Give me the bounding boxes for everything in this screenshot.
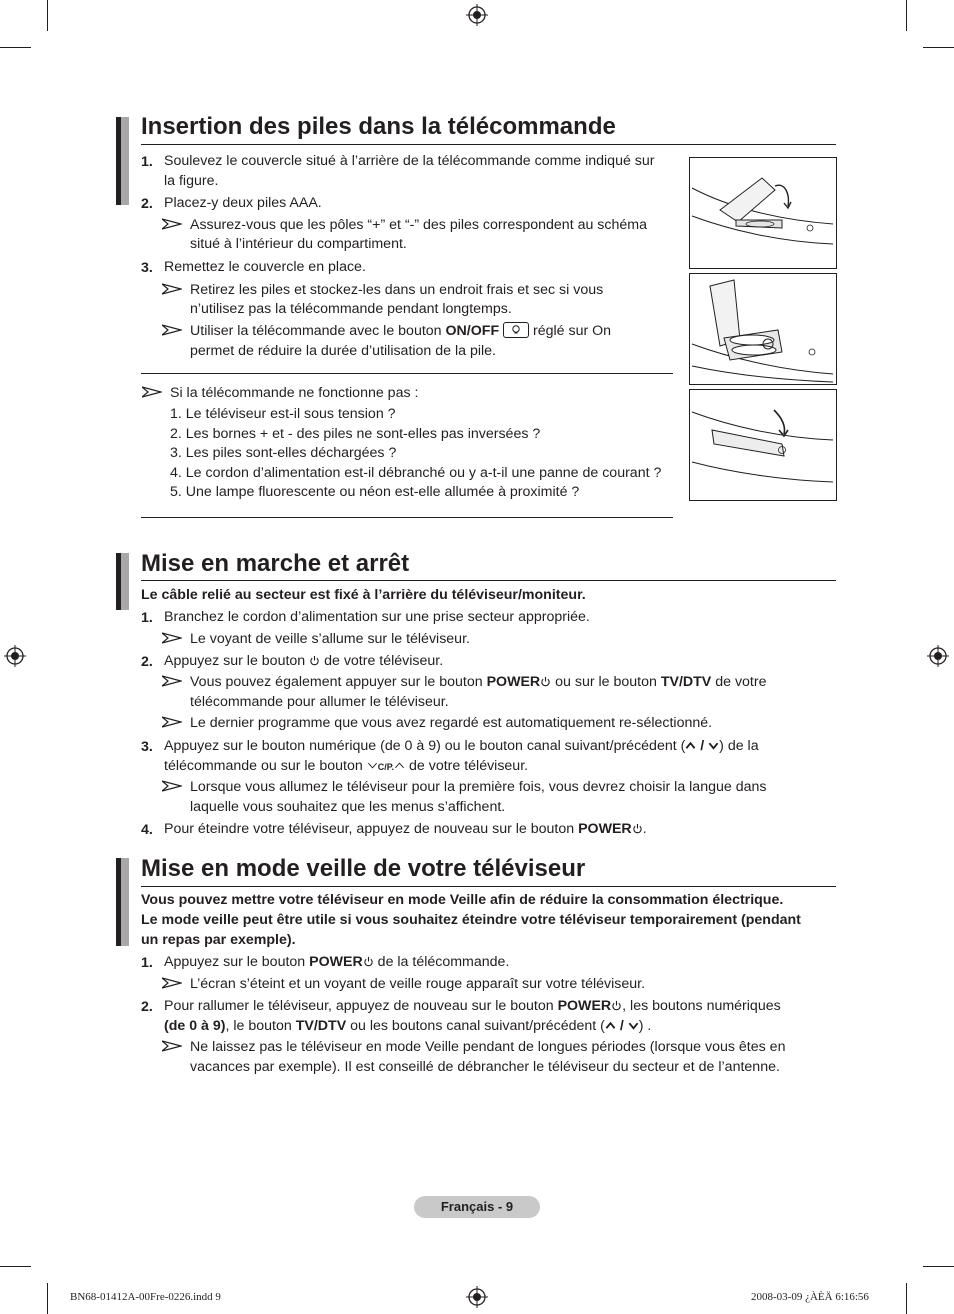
section-rule xyxy=(141,144,836,145)
note-text: Retirez les piles et stockez-les dans un endroit frais et sec si vous xyxy=(190,282,604,298)
step-text-part: , le bouton xyxy=(225,1018,296,1034)
trouble-item: 4. Le cordon d’alimentation est-il débranché ou y a-t-il une panne de courant ? xyxy=(170,465,662,481)
note-text: L’écran s’éteint et un voyant de veille rouge apparaît sur votre téléviseur. xyxy=(190,976,646,992)
trouble-item: 3. Les piles sont-elles déchargées ? xyxy=(170,445,397,461)
note-arrow-icon xyxy=(162,324,182,336)
step-number: 2. xyxy=(141,196,153,212)
step-text-part: ou les boutons canal suivant/précédent ( xyxy=(346,1018,605,1034)
section-intro: Le câble relié au secteur est fixé à l’arrière du téléviseur/moniteur. xyxy=(141,587,586,603)
step-number: 2. xyxy=(141,999,153,1015)
step-number: 3. xyxy=(141,739,153,755)
trouble-top-rule xyxy=(141,373,673,374)
power-icon xyxy=(632,823,643,834)
note-text: télécommande pour allumer le téléviseur. xyxy=(190,694,449,710)
note-text: Le voyant de veille s’allume sur le téléviseur. xyxy=(190,631,470,647)
note-text-part: ou sur le bouton xyxy=(551,674,661,690)
step-text-part: Pour rallumer le téléviseur, appuyez de nouveau sur le bouton xyxy=(164,998,558,1014)
note-arrow-icon xyxy=(162,1040,182,1052)
note-arrow-icon xyxy=(142,386,162,398)
power-icon xyxy=(540,676,551,687)
page-number-badge: Français - 9 xyxy=(414,1196,540,1218)
crop-mark xyxy=(47,1283,48,1314)
registration-mark-icon xyxy=(466,1286,488,1308)
section-intro: un repas par exemple). xyxy=(141,932,296,948)
note-text-part: Utiliser la télécommande avec le bouton xyxy=(190,323,446,339)
chevron-down-icon xyxy=(708,740,719,751)
trouble-intro: Si la télécommande ne fonctionne pas : xyxy=(170,385,419,401)
remote-close-cover-illustration xyxy=(689,389,837,501)
step-number: 1. xyxy=(141,955,153,971)
trouble-item: 1. Le téléviseur est-il sous tension ? xyxy=(170,406,396,422)
tvdtv-label: TV/DTV xyxy=(295,1018,347,1034)
section-rule xyxy=(141,886,836,887)
note-text: situé à l’intérieur du compartiment. xyxy=(190,236,407,252)
power-icon xyxy=(309,655,320,666)
note-arrow-icon xyxy=(162,977,182,989)
slash: / xyxy=(696,738,709,754)
step-text-part: de votre téléviseur. xyxy=(324,653,444,669)
chevron-up-icon xyxy=(394,760,405,771)
power-label: POWER xyxy=(557,998,612,1014)
step-text-part: ) . xyxy=(638,1018,652,1034)
note-text: n’utilisez pas la télécommande pendant longtemps. xyxy=(190,301,512,317)
lightbulb-button-icon xyxy=(503,322,529,338)
note-arrow-icon xyxy=(162,218,182,230)
step-text-part: . xyxy=(642,821,647,837)
note-arrow-icon xyxy=(162,716,182,728)
crop-mark xyxy=(923,1266,954,1267)
note-text-part: de votre xyxy=(711,674,767,690)
registration-mark-icon xyxy=(4,645,26,667)
crop-mark xyxy=(47,0,48,31)
cp-label: C/P. xyxy=(377,762,395,772)
step-text: Soulevez le couvercle situé à l’arrière de la télécommande comme indiqué sur xyxy=(164,153,655,169)
step-text xyxy=(164,952,509,972)
note-text xyxy=(190,321,611,341)
registration-mark-icon xyxy=(927,645,949,667)
chevron-down-icon xyxy=(628,1020,639,1031)
tvdtv-label: TV/DTV xyxy=(660,674,712,690)
step-text: Branchez le cordon d’alimentation sur une prise secteur appropriée. xyxy=(164,609,590,625)
step-text xyxy=(164,996,781,1016)
chevron-down-icon xyxy=(367,760,378,771)
power-label: POWER xyxy=(309,954,363,970)
step-text xyxy=(164,1016,651,1036)
section-title-standby: Mise en mode veille de votre téléviseur xyxy=(141,855,586,882)
onoff-label: ON/OFF xyxy=(445,323,500,339)
note-arrow-icon xyxy=(162,675,182,687)
step-number: 3. xyxy=(141,260,153,276)
chevron-up-icon xyxy=(685,740,696,751)
note-text-part: réglé sur On xyxy=(529,323,612,339)
step-number: 1. xyxy=(141,154,153,170)
step-text: la figure. xyxy=(164,173,219,189)
step-text: Placez-y deux piles AAA. xyxy=(164,195,322,211)
note-text: Le dernier programme que vous avez regardé est automatiquement re-sélectionné. xyxy=(190,715,713,731)
note-text: Lorsque vous allumez le téléviseur pour la première fois, vous devrez choisir la langue dans xyxy=(190,779,767,795)
section-intro: Le mode veille peut être utile si vous souhaitez éteindre votre téléviseur temporairement (pendant xyxy=(141,912,801,928)
note-text: vacances par exemple). Il est conseillé de débrancher le téléviseur du secteur et de l’antenne. xyxy=(190,1059,780,1075)
crop-mark xyxy=(923,47,954,48)
power-label: POWER xyxy=(486,674,541,690)
digits-label: (de 0 à 9) xyxy=(164,1018,226,1034)
remote-open-cover-illustration xyxy=(689,157,837,269)
step-number: 2. xyxy=(141,654,153,670)
note-text: permet de réduire la durée d’utilisation de la pile. xyxy=(190,343,497,359)
slug-right: 2008-03-09 ¿ÀÈÄ 6:16:56 xyxy=(751,1291,869,1303)
step-text xyxy=(164,736,759,756)
note-arrow-icon xyxy=(162,780,182,792)
trouble-item: 5. Une lampe fluorescente ou néon est-elle allumée à proximité ? xyxy=(170,484,580,500)
crop-mark xyxy=(0,1266,31,1267)
registration-mark-icon xyxy=(466,4,488,26)
power-label: POWER xyxy=(578,821,632,837)
step-text-part: Appuyez sur le bouton xyxy=(164,954,310,970)
crop-mark xyxy=(906,0,907,31)
note-arrow-icon xyxy=(162,632,182,644)
note-text xyxy=(190,672,767,692)
note-text: laquelle vous souhaitez que les menus s’affichent. xyxy=(190,799,506,815)
slash: / xyxy=(615,1018,628,1034)
step-text-part: de votre téléviseur. xyxy=(409,758,529,774)
power-icon xyxy=(363,956,374,967)
step-text: Remettez le couvercle en place. xyxy=(164,259,366,275)
trouble-item: 2. Les bornes + et - des piles ne sont-elles pas inversées ? xyxy=(170,426,541,442)
crop-mark xyxy=(906,1283,907,1314)
section-bar xyxy=(116,858,129,946)
trouble-bottom-rule xyxy=(141,517,673,518)
step-text-part: télécommande ou sur le bouton xyxy=(164,758,363,774)
section-rule xyxy=(141,580,836,581)
note-arrow-icon xyxy=(162,283,182,295)
step-text-part: Appuyez sur le bouton xyxy=(164,653,306,669)
section-intro: Vous pouvez mettre votre téléviseur en mode Veille afin de réduire la consommation électrique. xyxy=(141,892,784,908)
step-text-part: Pour éteindre votre téléviseur, appuyez de nouveau sur le bouton xyxy=(164,821,579,837)
section-bar xyxy=(116,553,129,610)
note-text-part: Vous pouvez également appuyer sur le bouton xyxy=(190,674,487,690)
step-text xyxy=(164,819,647,839)
step-text xyxy=(164,756,528,777)
crop-mark xyxy=(0,47,31,48)
step-number: 4. xyxy=(141,822,153,838)
remote-batteries-illustration xyxy=(689,273,837,385)
slug-left: BN68-01412A-00Fre-0226.indd 9 xyxy=(70,1291,221,1303)
section-title-batteries: Insertion des piles dans la télécommande xyxy=(141,113,616,140)
step-text-part: ) de la xyxy=(719,738,759,754)
step-number: 1. xyxy=(141,610,153,626)
section-title-power: Mise en marche et arrêt xyxy=(141,550,410,577)
step-text xyxy=(164,651,443,671)
note-text: Assurez-vous que les pôles “+” et “-” des piles correspondent au schéma xyxy=(190,217,647,233)
note-text: Ne laissez pas le téléviseur en mode Veille pendant de longues périodes (lorsque vous êtes en xyxy=(190,1039,786,1055)
section-bar xyxy=(116,117,129,205)
chevron-up-icon xyxy=(605,1020,616,1031)
power-icon xyxy=(611,1000,622,1011)
step-text-part: Appuyez sur le bouton numérique (de 0 à 9) ou le bouton canal suivant/précédent ( xyxy=(164,738,686,754)
step-text-part: , les boutons numériques xyxy=(622,998,781,1014)
step-text-part: de la télécommande. xyxy=(373,954,510,970)
